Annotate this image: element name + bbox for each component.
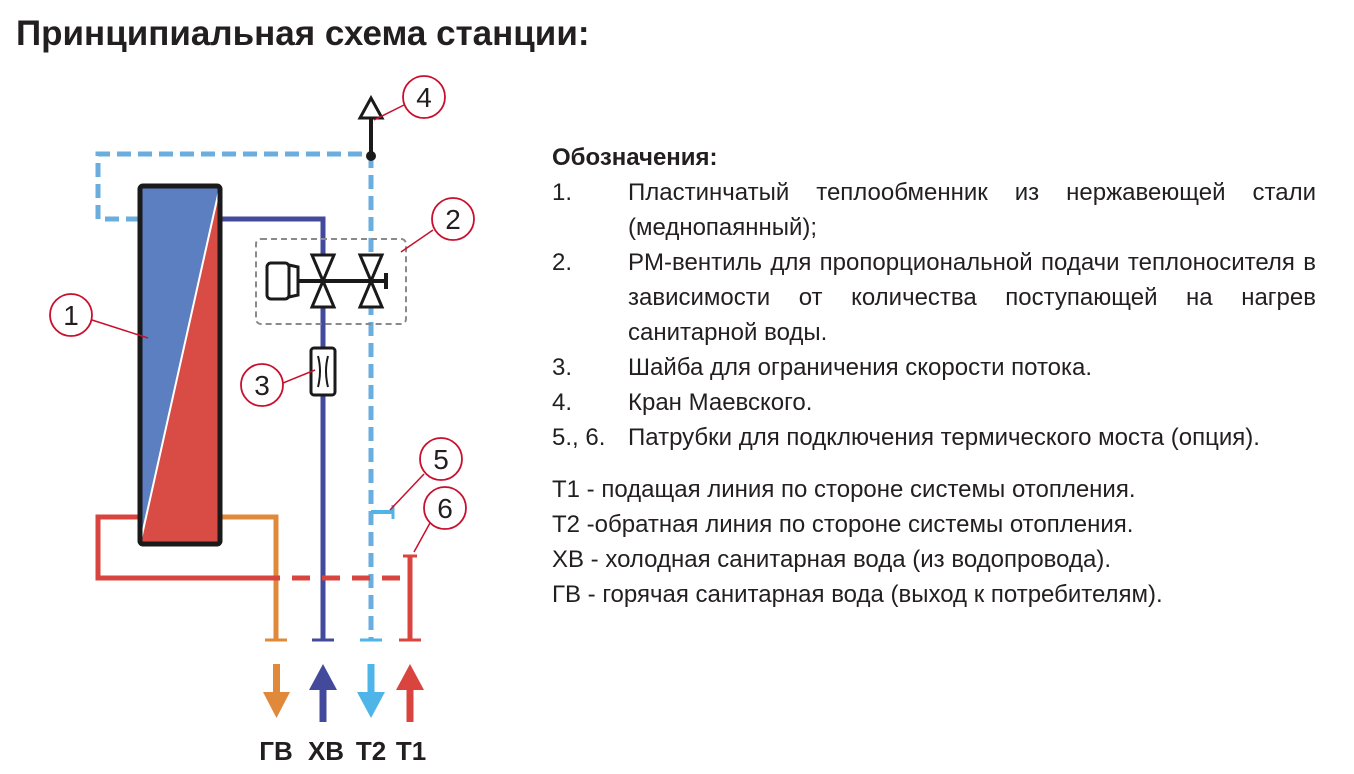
callout-1 (50, 294, 92, 336)
svg-text:1: 1 (63, 300, 79, 331)
port-label-hot-water: ГВ (259, 736, 293, 766)
legend-item (552, 385, 1316, 420)
legend-item-text: Патрубки для подключения термического моста (опция). (628, 424, 1260, 451)
legend-item-number: 5., 6. (552, 424, 606, 451)
callout-5-leader (390, 474, 424, 510)
legend-item-number: 3. (552, 354, 573, 381)
svg-text:6: 6 (437, 493, 453, 524)
station-schematic (0, 0, 560, 774)
air-vent (360, 98, 382, 161)
callout-6 (424, 487, 466, 529)
legend-item (552, 350, 1316, 385)
t1-arrow-up (396, 664, 424, 722)
svg-text:4: 4 (416, 82, 432, 113)
port-label-cold-water: ХВ (307, 736, 345, 766)
abbreviation-hot-water: ГВ - горячая санитарная вода (выход к потребителям). (552, 581, 1163, 608)
svg-text:3: 3 (254, 370, 270, 401)
callout-5 (420, 438, 462, 480)
hot-water-arrow-down (263, 664, 290, 718)
abbreviation-t1: Т1 - подащая линия по стороне системы отопления. (552, 476, 1136, 503)
legend (552, 140, 1316, 612)
abbreviation-cold-water: ХВ - холодная санитарная вода (из водопровода). (552, 546, 1111, 573)
callout-6-leader (414, 523, 430, 552)
callout-4 (403, 76, 445, 118)
abbreviation-list (552, 472, 1316, 612)
t2-arrow-down (357, 664, 385, 718)
legend-item-text: Шайба для ограничения скорости потока. (628, 354, 1093, 381)
legend-item-number: 1. (552, 179, 573, 206)
callout-3 (241, 364, 283, 406)
port-label-t2: Т2 (355, 736, 387, 766)
abbreviation-t2: Т2 -обратная линия по стороне системы отопления. (552, 511, 1134, 538)
legend-item-number: 4. (552, 389, 573, 416)
port-label-t1: Т1 (395, 736, 427, 766)
pm-valve (267, 255, 386, 307)
cold-water-arrow-up (309, 664, 337, 722)
svg-text:5: 5 (433, 444, 449, 475)
legend-item (552, 175, 1316, 245)
legend-item (552, 245, 1316, 350)
page-title: Принципиальная схема станции: (16, 14, 590, 53)
legend-item-text: PM-вентиль для пропорциональной подачи теплоносителя в зависимости от количества поступающей на нагрев санитарной воды. (628, 249, 1316, 346)
callout-2 (432, 198, 474, 240)
flow-restrictor (311, 348, 335, 395)
legend-item-number: 2. (552, 249, 573, 276)
legend-item-text: Кран Маевского. (628, 389, 813, 416)
legend-heading: Обозначения: (552, 144, 718, 171)
svg-text:2: 2 (445, 204, 461, 235)
legend-item (552, 420, 1316, 455)
heat-exchanger (140, 186, 220, 544)
legend-item-text: Пластинчатый теплообменник из нержавеющей стали (меднопаянный); (628, 179, 1316, 241)
